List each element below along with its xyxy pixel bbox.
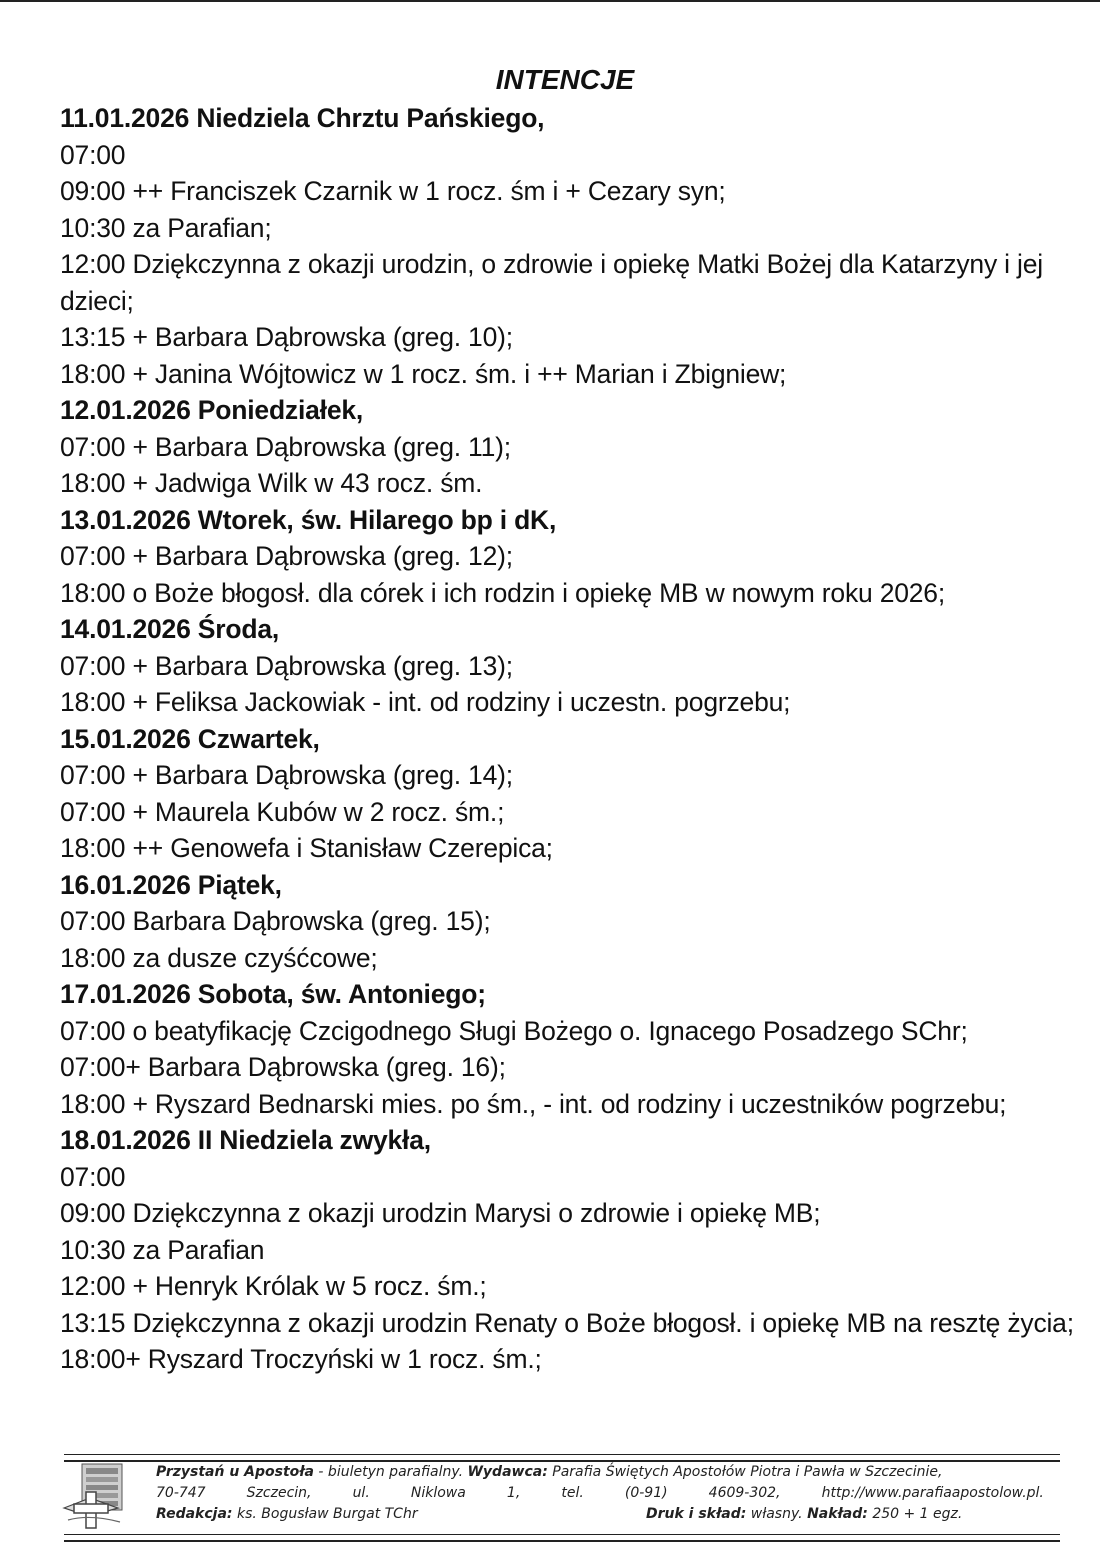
- address-part: tel.: [561, 1485, 584, 1501]
- intention-entry: 09:00 Dziękczynna z okazji urodzin Marysi o zdrowie i opiekę MB;: [60, 1198, 821, 1228]
- intention-entry: 10:30 za Parafian: [60, 1234, 265, 1265]
- intention-entry: 18:00 + Janina Wójtowicz w 1 rocz. śm. i ++ Marian i Zbigniew;: [60, 358, 787, 389]
- intention-entry: 07:00 + Maurela Kubów w 2 rocz. śm.;: [60, 796, 505, 827]
- intention-entry: 12:00 + Henryk Królak w 5 rocz. śm.;: [60, 1271, 487, 1301]
- bulletin-name: Przystań u Apostoła: [156, 1464, 314, 1480]
- intention-entry: 13:15 Dziękczynna z okazji urodzin Renaty o Boże błogosł. i opiekę MB na resztę życia;: [60, 1307, 1074, 1338]
- intention-entry: 18:00 + Jadwiga Wilk w 43 rocz. śm.: [60, 468, 483, 498]
- footer-bottom-rule: [64, 1534, 1060, 1542]
- footer-credits: [156, 1462, 1044, 1525]
- publisher-label: Wydawca:: [467, 1464, 548, 1480]
- day-heading: 15.01.2026 Czwartek,: [60, 723, 320, 754]
- address-part: ul.: [352, 1485, 370, 1501]
- publisher-name: Parafia Świętych Apostołów Piotra i Pawła w Szczecinie,: [547, 1464, 943, 1480]
- day-heading: 14.01.2026 Środa,: [60, 614, 280, 644]
- editor-label: Redakcja:: [156, 1506, 233, 1522]
- footer-address-line: [156, 1483, 1044, 1504]
- intention-entry: 12:00 Dziękczynna z okazji urodzin, o zdrowie i opiekę Matki Bożej dla Katarzyny i jej dzieci;: [60, 249, 1043, 316]
- print-info: [646, 1504, 962, 1525]
- intention-entry: 18:00 + Ryszard Bednarski mies. po śm., - int. od rodziny i uczestników pogrzebu;: [60, 1088, 1007, 1119]
- address-part: (0-91): [624, 1485, 668, 1501]
- day-heading: 17.01.2026 Sobota, św. Antoniego;: [60, 979, 486, 1009]
- day-heading: 16.01.2026 Piątek,: [60, 869, 282, 900]
- intentions-list: [60, 100, 1090, 1378]
- intention-entry: 07:00 Barbara Dąbrowska (greg. 15);: [60, 906, 491, 936]
- address-part: Szczecin,: [246, 1485, 312, 1501]
- print-value: własny.: [746, 1506, 808, 1522]
- intention-entry: 07:00 + Barbara Dąbrowska (greg. 13);: [60, 650, 513, 681]
- intention-entry: 07:00 + Barbara Dąbrowska (greg. 12);: [60, 541, 513, 571]
- day-heading: 12.01.2026 Poniedziałek,: [60, 395, 364, 425]
- intention-entry: 18:00 za dusze czyśćcowe;: [60, 942, 378, 973]
- day-heading: 18.01.2026 II Niedziela zwykła,: [60, 1125, 431, 1155]
- day-heading: 11.01.2026 Niedziela Chrztu Pańskiego,: [60, 103, 545, 133]
- bulletin-footer: [54, 1448, 1060, 1548]
- run-value: 250 + 1 egz.: [867, 1506, 963, 1522]
- intention-entry: 07:00 + Barbara Dąbrowska (greg. 11);: [60, 431, 511, 462]
- top-border-line: [0, 0, 1100, 2]
- footer-line-3: [156, 1504, 1044, 1525]
- intention-entry: 18:00 ++ Genowefa i Stanisław Czerepica;: [60, 833, 553, 863]
- address-part: 1,: [506, 1485, 521, 1501]
- address-part: 4609-302,: [708, 1485, 781, 1501]
- run-label: Nakład:: [807, 1506, 868, 1522]
- intention-entry: 18:00 o Boże błogosł. dla córek i ich rodzin i opiekę MB w nowym roku 2026;: [60, 577, 946, 608]
- intention-entry: 10:30 za Parafian;: [60, 212, 272, 243]
- intention-entry: 07:00 o beatyfikację Czcigodnego Sługi Bożego o. Ignacego Posadzego SChr;: [60, 1015, 968, 1046]
- footer-line-1: [156, 1462, 1044, 1483]
- editor-name: ks. Bogusław Burgat TChr: [232, 1506, 418, 1522]
- bulletin-description: - biuletyn parafialny.: [313, 1464, 468, 1480]
- address-part: 70-747: [156, 1485, 206, 1501]
- intention-entry: 13:15 + Barbara Dąbrowska (greg. 10);: [60, 322, 513, 352]
- address-part: http://www.parafiaapostolow.pl.: [821, 1485, 1044, 1501]
- intention-entry: 07:00 + Barbara Dąbrowska (greg. 14);: [60, 760, 513, 790]
- intention-entry: 07:00+ Barbara Dąbrowska (greg. 16);: [60, 1052, 506, 1082]
- intention-entry: 07:00: [60, 139, 126, 170]
- address-part: Niklowa: [410, 1485, 466, 1501]
- intention-entry: 07:00: [60, 1161, 126, 1192]
- parish-logo-icon: [60, 1462, 132, 1532]
- day-heading: 13.01.2026 Wtorek, św. Hilarego bp i dK,: [60, 504, 557, 535]
- intention-entry: 09:00 ++ Franciszek Czarnik w 1 rocz. śm i + Cezary syn;: [60, 176, 726, 206]
- intention-entry: 18:00+ Ryszard Troczyński w 1 rocz. śm.;: [60, 1344, 542, 1374]
- footer-top-rule: [64, 1454, 1060, 1462]
- intention-entry: 18:00 + Feliksa Jackowiak - int. od rodziny i uczestn. pogrzebu;: [60, 687, 791, 717]
- print-label: Druk i skład:: [646, 1506, 747, 1522]
- page-title: INTENCJE: [495, 64, 635, 95]
